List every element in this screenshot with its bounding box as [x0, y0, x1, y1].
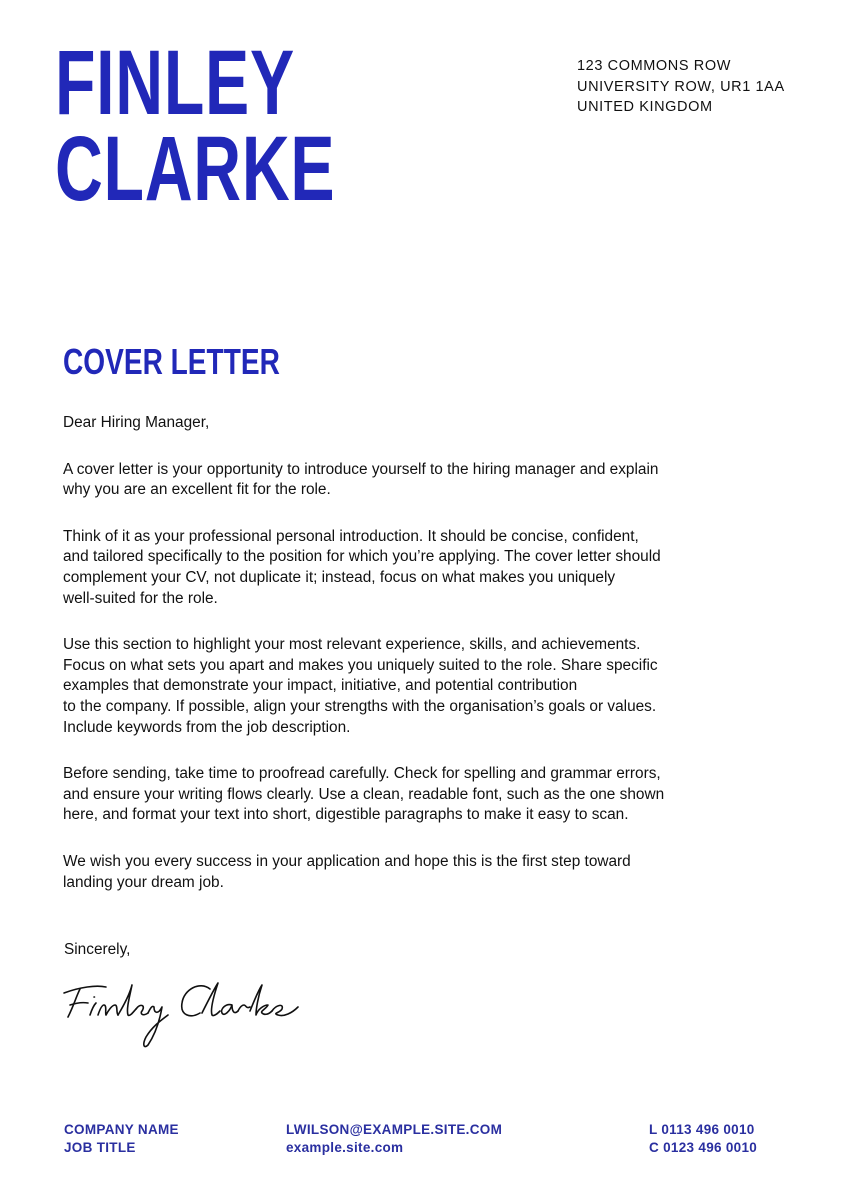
applicant-name [55, 32, 336, 220]
paragraph-line: why you are an excellent fit for the role. [63, 481, 331, 499]
address-line: UNITED KINGDOM [577, 99, 713, 115]
paragraph-line: landing your dream job. [63, 873, 224, 891]
signature-stroke [222, 1005, 238, 1015]
address-line: 123 COMMONS ROW [577, 58, 732, 74]
paragraph-line: Use this section to highlight your most relevant experience, skills, and achievements. [63, 636, 641, 654]
paragraph-line: well-suited for the role. [63, 589, 218, 607]
paragraph-line: and tailored specifically to the position for which you’re applying. The cover letter should [63, 548, 661, 566]
address-line: UNIVERSITY ROW, UR1 1AA [577, 78, 785, 95]
footer-contact-block [286, 1121, 502, 1157]
landline-phone: L 0113 496 0010 [649, 1122, 755, 1137]
address-block [577, 56, 785, 118]
paragraph [63, 460, 783, 501]
greeting: Dear Hiring Manager, [63, 414, 210, 431]
paragraph-line: to the company. If possible, align your strengths with the organisation’s goals or values. [63, 697, 657, 715]
signature-stroke [144, 1006, 168, 1046]
signature-stroke [272, 1005, 298, 1015]
signature-stroke [118, 985, 136, 1015]
signature-stroke [182, 986, 210, 1016]
signature-stroke [238, 1005, 250, 1011]
signature-stroke [202, 983, 220, 1016]
signature-stroke [98, 1005, 118, 1015]
job-title: JOB TITLE [64, 1140, 136, 1155]
paragraph-line: complement your CV, not duplicate it; instead, focus on what makes you uniquely [63, 568, 616, 586]
footer-company-block [64, 1121, 179, 1157]
paragraph [63, 635, 783, 738]
paragraph [63, 764, 783, 826]
paragraph-line: here, and format your text into short, digestible paragraphs to make it easy to scan. [63, 806, 629, 824]
signature-stroke [70, 1003, 88, 1005]
footer-phone-block [649, 1121, 757, 1157]
email-link[interactable]: LWILSON@EXAMPLE.SITE.COM [286, 1122, 503, 1137]
letter-body [63, 413, 783, 919]
company-name: COMPANY NAME [64, 1122, 179, 1137]
name-first: FINLEY [55, 32, 295, 134]
signature-stroke [64, 986, 106, 993]
paragraph-line: and ensure your writing flows clearly. Use a clean, readable font, such as the one shown [63, 785, 665, 803]
website-link[interactable]: example.site.com [286, 1140, 404, 1155]
signature-stroke [90, 997, 96, 1015]
signature-stroke [136, 1005, 148, 1014]
signature [60, 975, 310, 1055]
paragraph-line: examples that demonstrate your impact, initiative, and potential contribution [63, 677, 578, 695]
cell-phone: C 0123 496 0010 [649, 1140, 758, 1155]
name-last: CLARKE [55, 118, 336, 220]
paragraph [63, 527, 783, 609]
paragraph-line: Include keywords from the job description. [63, 718, 351, 736]
document-title: COVER LETTER [63, 341, 280, 382]
closing: Sincerely, [64, 941, 131, 958]
paragraph-line: A cover letter is your opportunity to introduce yourself to the hiring manager and explain [63, 460, 659, 478]
paragraph-line: Think of it as your professional personal introduction. It should be concise, confident, [63, 527, 639, 545]
signature-stroke [250, 985, 272, 1015]
paragraph-line: Before sending, take time to proofread carefully. Check for spelling and grammar errors, [63, 765, 661, 783]
paragraph-line: We wish you every success in your application and hope this is the first step toward [63, 852, 631, 870]
paragraph-line: Focus on what sets you apart and makes you uniquely suited to the role. Share specific [63, 656, 658, 674]
paragraph [63, 852, 783, 893]
